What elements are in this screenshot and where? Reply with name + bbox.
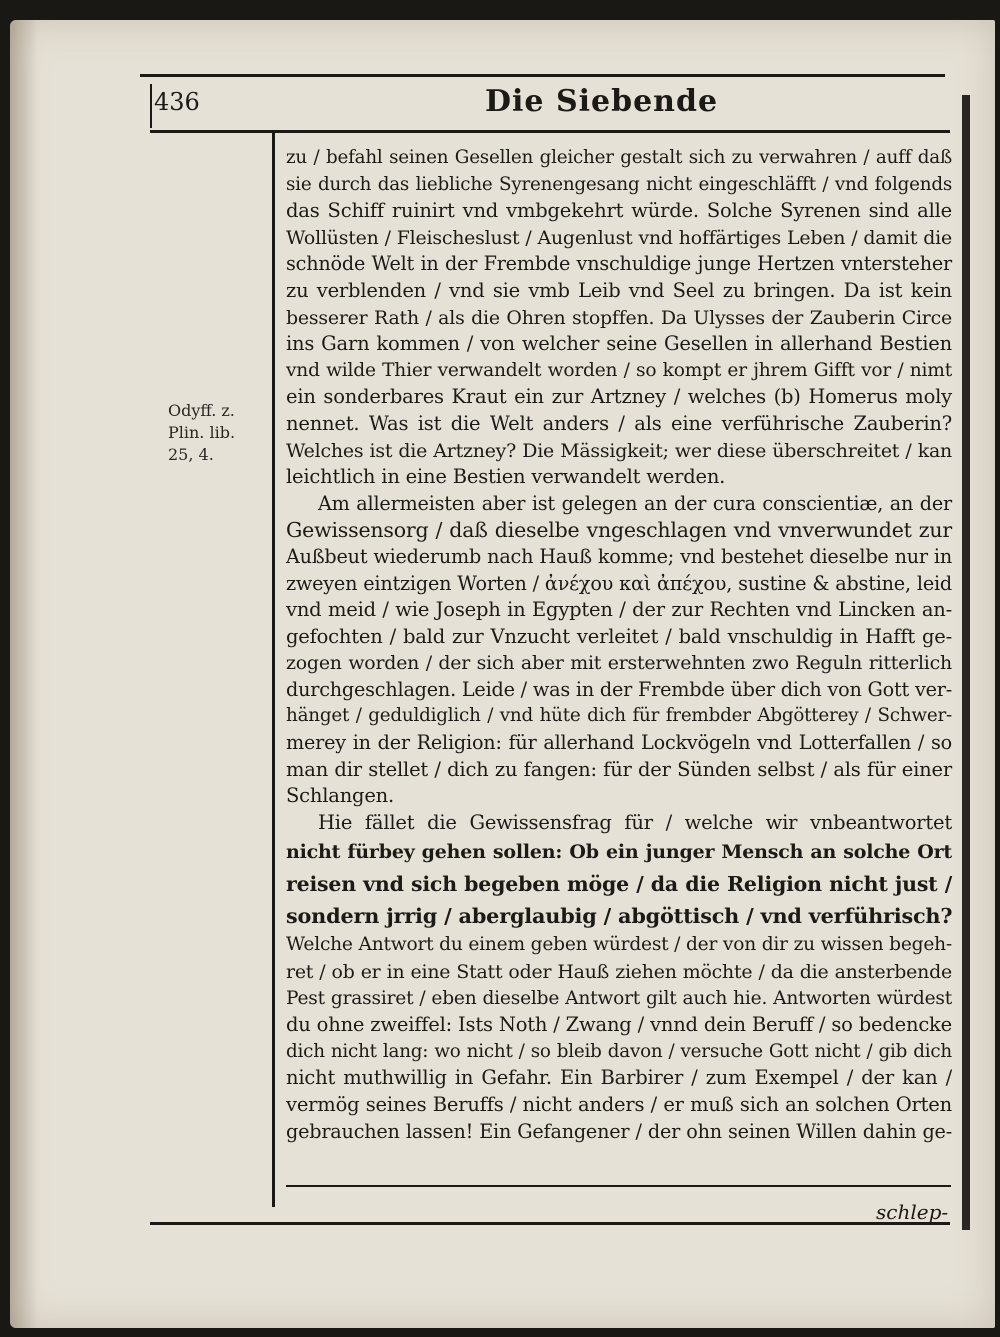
text-line: ein sonderbares Kraut ein zur Artzney / welches (b) Homerus moly <box>286 385 952 409</box>
text-line: vnd meid / wie Joseph in Egypten / der zur Rechten vnd Lincken an- <box>286 598 952 622</box>
text-line: Hie fället die Gewissensfrag für / welche wir vnbeantwortet <box>318 810 952 834</box>
catchword: schlep- <box>876 1200 949 1224</box>
page-header <box>150 80 950 126</box>
text-line: zweyen eintzigen Worten / ἀνέχου καὶ ἀπέχου, sustine & abstine, leid <box>286 571 952 595</box>
text-line: gebrauchen lassen! Ein Gefangener / der ohn seinen Willen dahin ge- <box>286 1119 952 1143</box>
text-line: vnd wilde Thier verwandelt worden / so kompt er jhrem Gifft vor / nimt <box>286 359 952 381</box>
text-line: Welche Antwort du einem geben würdest / der von dir zu wissen begeh- <box>286 934 952 956</box>
text-line: Wollüsten / Fleischeslust / Augenlust vnd hoffärtiges Leben / damit die <box>286 226 952 249</box>
text-line: schnöde Welt in der Frembde vnschuldige junge Hertzen vntersteher <box>286 252 952 276</box>
text-line: merey in der Religion: für allerhand Lockvögeln vnd Lotterfallen / so <box>286 731 952 755</box>
text-line: vermög seines Beruffs / nicht anders / er muß sich an solchen Orten <box>286 1093 952 1116</box>
text-line: das Schiff ruinirt vnd vmbgekehrt würde. Solche Syrenen sind alle <box>286 199 952 223</box>
text-line: Pest grassiret / eben dieselbe Antwort gilt auch hie. Antworten würdest <box>286 987 952 1009</box>
bottom-rule <box>286 1185 951 1187</box>
text-line: Welches ist die Artzney? Die Mässigkeit; wer diese überschreitet / kan <box>286 439 952 462</box>
text-line: ret / ob er in eine Statt oder Hauß ziehen möchte / da die ansterbende <box>286 961 952 984</box>
page-number: 436 <box>154 88 200 116</box>
text-line: besserer Rath / als die Ohren stopffen. Da Ulysses der Zauberin Circe <box>286 306 952 329</box>
margin-column-rule <box>272 132 275 1207</box>
margin-citation-line: Odyff. z. <box>168 401 235 420</box>
text-line: nicht fürbey gehen sollen: Ob ein junger Mensch an solche Ort <box>286 841 952 864</box>
text-line: sondern jrrig / aberglaubig / abgöttisch / vnd verführisch? <box>286 903 953 929</box>
text-line: leichtlich in eine Bestien verwandelt werden. <box>286 465 726 489</box>
text-line: dich nicht lang: wo nicht / so bleib davon / versuche Gott nicht / gib dich <box>286 1040 952 1062</box>
text-line: zogen worden / der sich aber mit ersterwehnten zwo Reguln ritterlich <box>286 652 952 675</box>
text-line: sie durch das liebliche Syrenengesang nicht eingeschläfft / vnd folgends <box>286 173 952 195</box>
text-line: Am allermeisten aber ist gelegen an der cura conscientiæ, an der <box>318 491 952 515</box>
margin-citation-line: Plin. lib. <box>168 423 236 442</box>
top-rule <box>140 74 945 77</box>
text-line: nennet. Was ist die Welt anders / als eine verführische Zauberin? <box>286 411 952 435</box>
margin-citation-line: 25, 4. <box>168 445 214 464</box>
text-line: Schlangen. <box>286 784 395 808</box>
page-gutter-shadow <box>10 20 38 1328</box>
text-line: nicht muthwillig in Gefahr. Ein Barbirer / zum Exempel / der kan / <box>286 1066 952 1090</box>
text-line: gefochten / bald zur Vnzucht verleitet / bald vnschuldig in Hafft ge- <box>286 624 952 648</box>
text-line: man dir stellet / dich zu fangen: für der Sünden selbst / als für einer <box>286 757 952 781</box>
body-text <box>286 145 952 1145</box>
text-line: zu / befahl seinen Gesellen gleicher gestalt sich zu verwahren / auff daß <box>286 147 952 168</box>
text-line: Gewissensorg / daß dieselbe vngeschlagen vnd vnverwundet zur <box>286 518 952 543</box>
text-line: zu verblenden / vnd sie vmb Leib vnd Seel zu bringen. Da ist kein <box>286 278 952 302</box>
text-line: du ohne zweiffel: Ists Noth / Zwang / vnnd dein Beruff / so bedencke <box>286 1013 952 1037</box>
running-head: Die Siebende <box>485 84 719 119</box>
footer-rule <box>150 1222 950 1225</box>
right-frame-rule <box>962 95 970 1230</box>
text-line: durchgeschlagen. Leide / was in der Frembde über dich von Gott ver- <box>286 677 952 701</box>
text-line: ins Garn kommen / von welcher seine Gesellen in allerhand Bestien <box>286 332 952 356</box>
text-line: hänget / geduldiglich / vnd hüte dich für frembder Abgötterey / Schwer- <box>286 705 952 727</box>
header-rule <box>150 130 950 133</box>
text-line: Außbeut wiederumb nach Hauß komme; vnd bestehet dieselbe nur in <box>286 544 952 568</box>
text-line: reisen vnd sich begeben möge / da die Religion nicht just / <box>286 872 952 897</box>
margin-citation <box>168 400 258 466</box>
